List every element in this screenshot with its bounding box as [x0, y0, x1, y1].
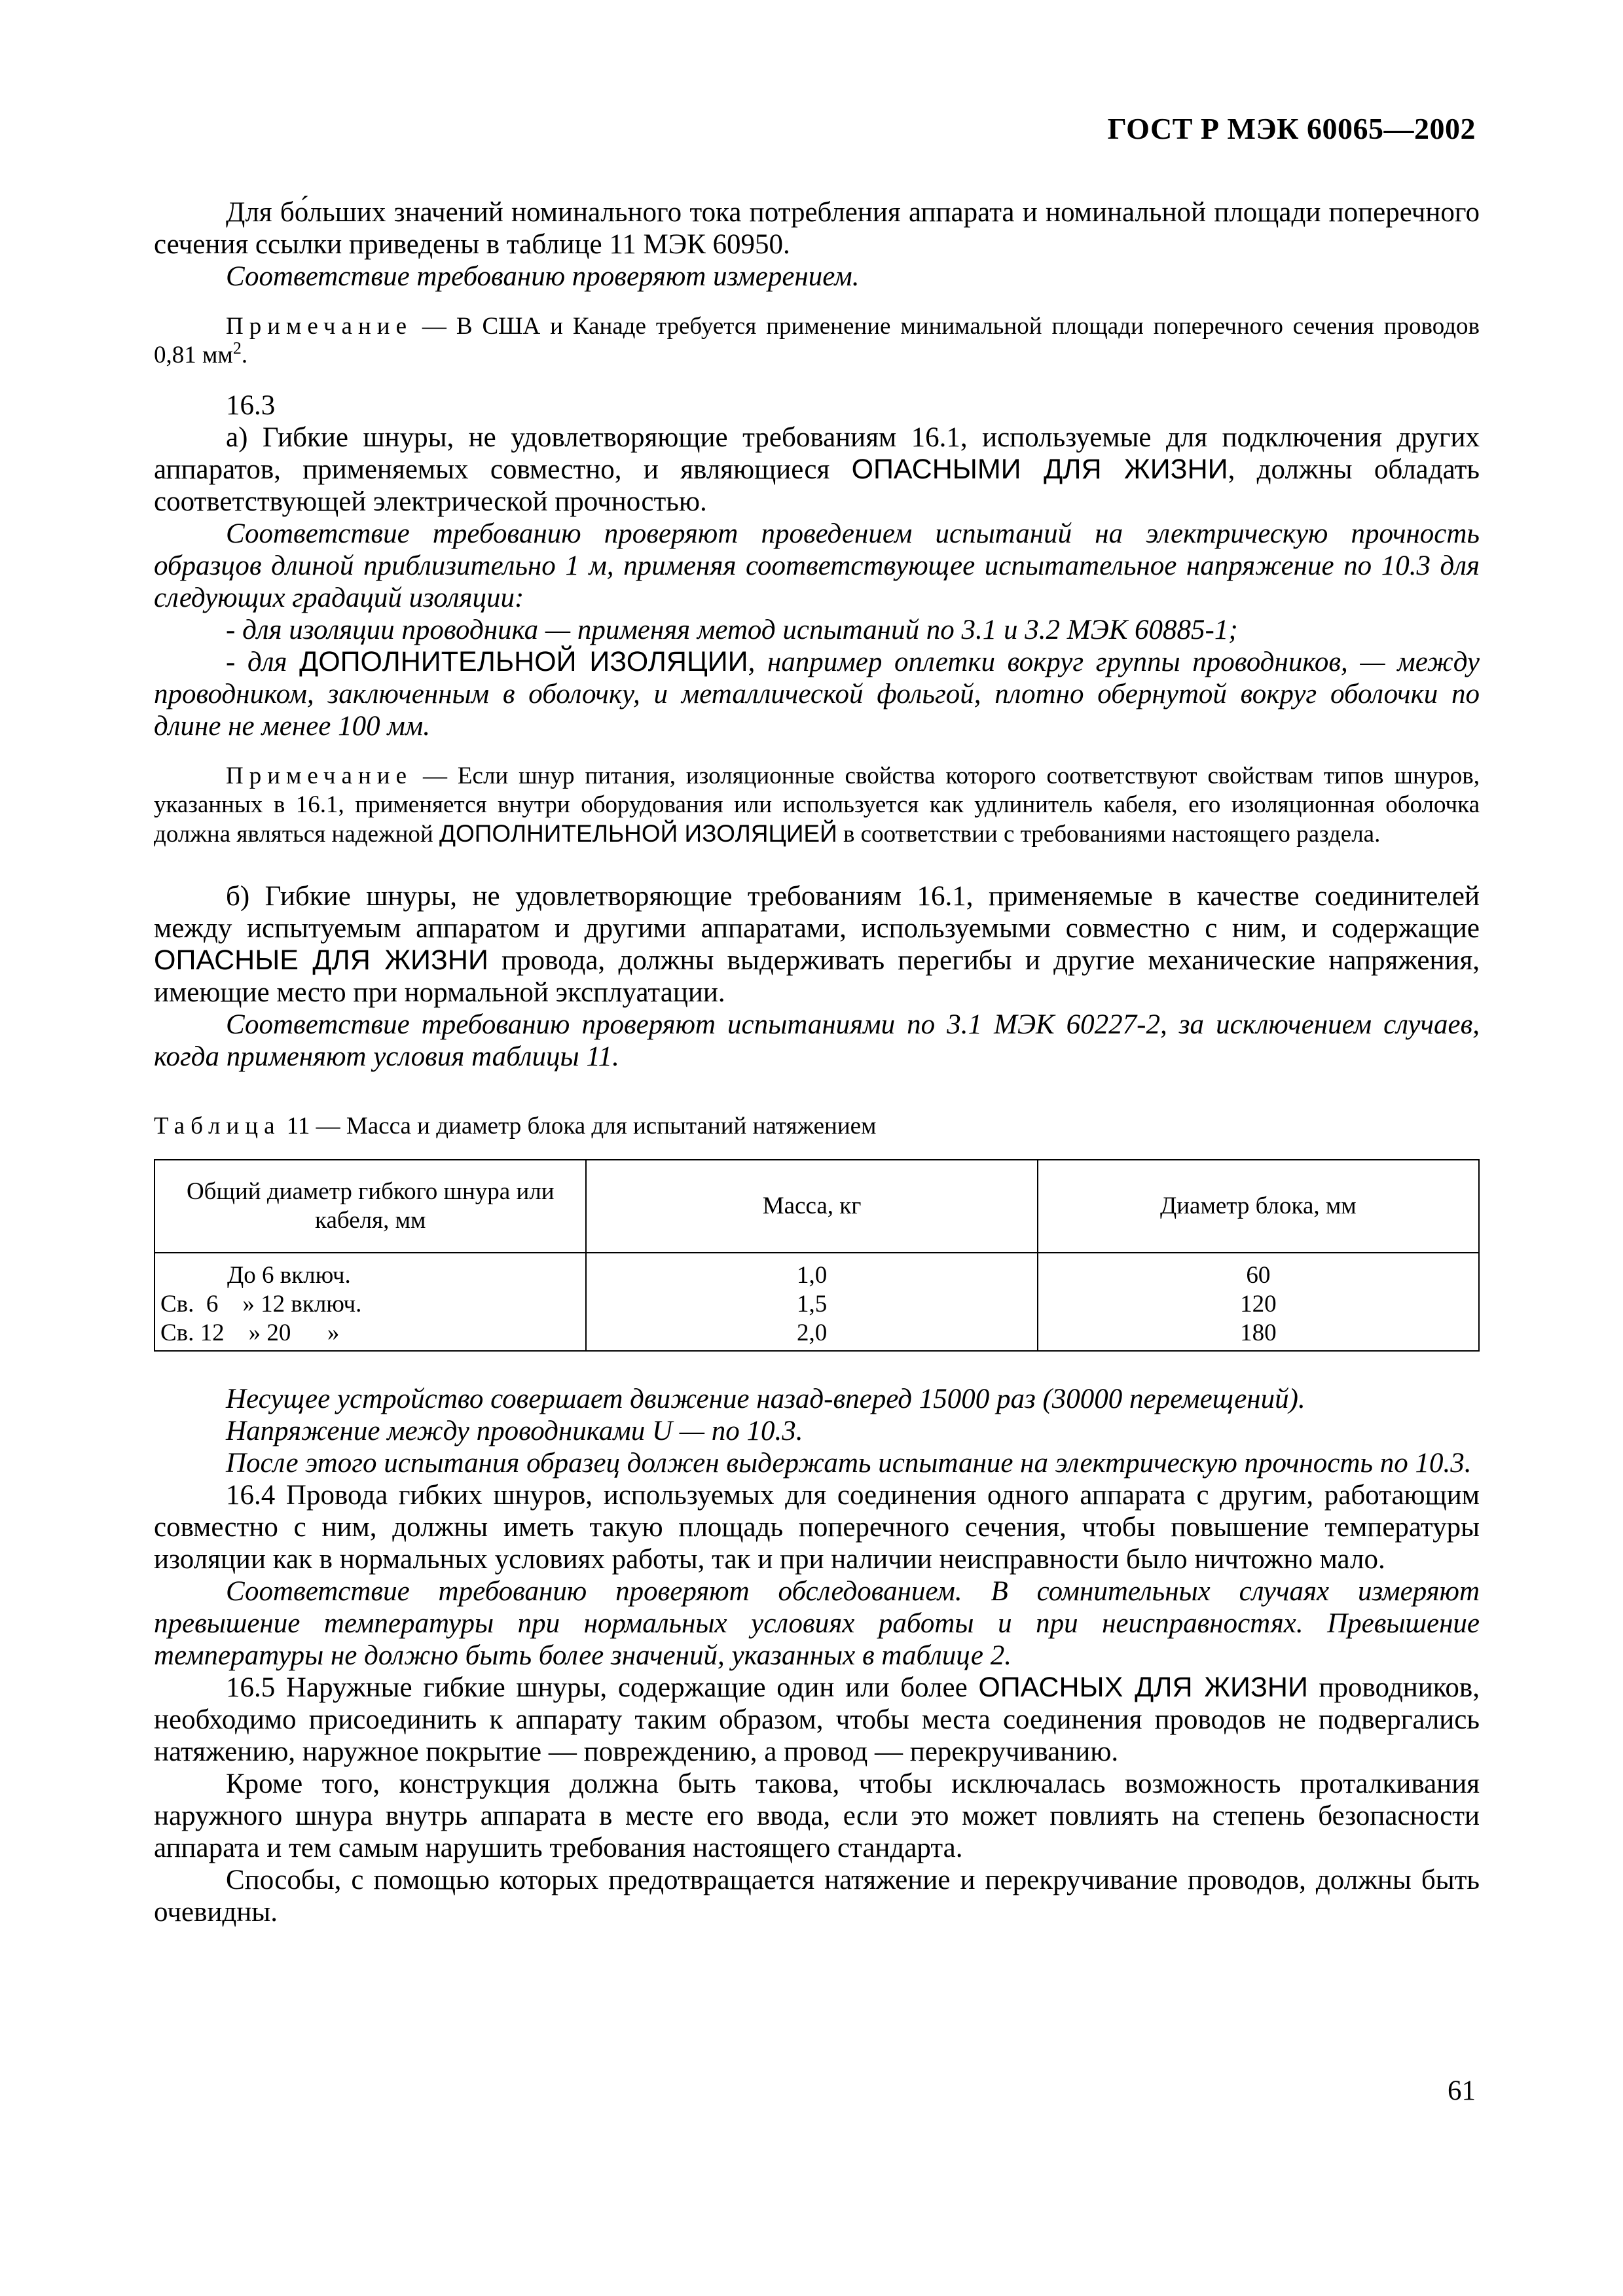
- check-statement-16-3-a: Соответствие требованию проверяют проведением испытаний на электрическую прочность образцов длиной приблизительно 1 м, применяя соответствующее испытательное напряжение по 10.3 для следующих градаций изоляции:: [154, 518, 1480, 613]
- column-header-block-diameter: Диаметр блока, мм: [1038, 1160, 1479, 1253]
- paragraph-16-4: 16.4 Провода гибких шнуров, используемых для соединения одного аппарата с другим, работающим совместно с ним, должны иметь такую площадь поперечного сечения, чтобы повышение температуры изоляции как в нормальных условиях работы, так и при наличии неисправности было ничтожно мало.: [154, 1480, 1480, 1575]
- table-cell: 2,0: [586, 1319, 1037, 1351]
- caps-term: ОПАСНЫХ ДЛЯ ЖИЗНИ: [978, 1672, 1308, 1703]
- note-label: Примечание: [226, 762, 412, 789]
- table-cell: Св. 12 » 20 »: [155, 1319, 586, 1351]
- note-label: Примечание: [226, 313, 412, 340]
- table-cell: До 6 включ.: [155, 1253, 586, 1290]
- table-caption: Таблица 11 — Масса и диаметр блока для испытаний натяжением: [154, 1113, 877, 1139]
- table-cell: 1,5: [586, 1290, 1037, 1319]
- list-item-supplementary-insulation: - для ДОПОЛНИТЕЛЬНОЙ ИЗОЛЯЦИИ, например оплетки вокруг группы проводников, — между проводником, заключенным в оболочку, и металлической фольгой, плотно обернутой вокруг оболочки по длине не менее 100 мм.: [154, 646, 1480, 742]
- table-11: [154, 1159, 1480, 1352]
- section-number-16-3: 16.3: [226, 390, 276, 421]
- page-content: [154, 196, 1480, 1928]
- caps-term: ДОПОЛНИТЕЛЬНОЙ ИЗОЛЯЦИЕЙ: [439, 820, 837, 847]
- table-cell: 180: [1038, 1319, 1479, 1351]
- note-usa-canada: [154, 312, 1480, 370]
- page-number: 61: [1448, 2075, 1476, 2106]
- voltage-statement: Напряжение между проводниками U — по 10.3.: [226, 1416, 803, 1446]
- note-end: .: [241, 342, 248, 368]
- paragraph-16-5: 16.5 Наружные гибкие шнуры, содержащие один или более ОПАСНЫХ ДЛЯ ЖИЗНИ проводников, необходимо присоединить к аппарату таким образом, чтобы места соединения проводов не подвергались натяжению, наружное покрытие — повреждению, а провод — перекручиванию.: [154, 1672, 1480, 1767]
- check-statement-16-4: Соответствие требованию проверяют обследованием. В сомнительных случаях измеряют превышение температуры при нормальных условиях работы и при неисправностях. Превышение температуры не должно быть более значений, указанных в таблице 2.: [154, 1576, 1480, 1671]
- paragraph-16-5-methods: Способы, с помощью которых предотвращается натяжение и перекручивание проводов, должны быть очевидны.: [154, 1865, 1480, 1928]
- table-row: [155, 1290, 1479, 1319]
- table-cell: 60: [1038, 1253, 1479, 1290]
- table-cell: 120: [1038, 1290, 1479, 1319]
- table-cell: 1,0: [586, 1253, 1037, 1290]
- after-test-statement: После этого испытания образец должен выдержать испытание на электрическую прочность по 10.3.: [226, 1448, 1472, 1479]
- caps-term: ОПАСНЫЕ ДЛЯ ЖИЗНИ: [154, 944, 488, 976]
- note-superscript: 2: [232, 338, 242, 358]
- paragraph-large-currents: Для бо́льших значений номинального тока потребления аппарата и номинальной площади поперечного сечения ссылки приведены в таблице 11 МЭК 60950.: [154, 197, 1480, 260]
- caps-term: ОПАСНЫМИ ДЛЯ ЖИЗНИ: [851, 454, 1228, 485]
- table-row: [155, 1253, 1479, 1290]
- note-power-cord: Примечание — Если шнур питания, изоляционные свойства которого соответствуют свойствам типов шнуров, указанных в 16.1, применяется внутри оборудования или используется как удлинитель кабеля, его изоляционная оболочка должна являться надежной ДОПОЛНИТЕЛЬНОЙ ИЗОЛЯЦИЕЙ в соответствии с требованиями настоящего раздела.: [154, 762, 1480, 848]
- paragraph-16-5-construction: Кроме того, конструкция должна быть такова, чтобы исключалась возможность проталкивания наружного шнура внутрь аппарата в месте его ввода, если это может повлиять на степень безопасности аппарата и тем самым нарушить требования настоящего стандарта.: [154, 1768, 1480, 1863]
- caps-term: ДОПОЛНИТЕЛЬНОЙ ИЗОЛЯЦИИ: [299, 646, 748, 677]
- test-cycle-statement: Несущее устройство совершает движение назад-вперед 15000 раз (30000 перемещений).: [226, 1384, 1305, 1414]
- check-statement-16-3-b: Соответствие требованию проверяют испытаниями по 3.1 МЭК 60227-2, за исключением случаев, когда применяют условия таблицы 11.: [154, 1009, 1480, 1072]
- table-label: Таблица: [154, 1113, 281, 1139]
- paragraph-16-3-a: а) Гибкие шнуры, не удовлетворяющие требованиям 16.1, используемые для подключения других аппаратов, применяемых совместно, и являющиеся ОПАСНЫМИ ДЛЯ ЖИЗНИ, должны обладать соответствующей электрической прочностью.: [154, 422, 1480, 517]
- paragraph-16-3-b: б) Гибкие шнуры, не удовлетворяющие требованиям 16.1, применяемые в качестве соединителей между испытуемым аппаратом и другими аппаратами, используемыми совместно с ним, и содержащие ОПАСНЫЕ ДЛЯ ЖИЗНИ провода, должны выдерживать перегибы и другие механические напряжения, имеющие место при нормальной эксплуатации.: [154, 881, 1480, 1008]
- check-statement: Соответствие требованию проверяют измерением.: [226, 261, 860, 292]
- list-item-conductor-insulation: - для изоляции проводника — применяя метод испытаний по 3.1 и 3.2 МЭК 60885-1;: [226, 615, 1238, 645]
- column-header-diameter: Общий диаметр гибкого шнура или кабеля, мм: [155, 1160, 586, 1253]
- table-header-row: [155, 1160, 1479, 1253]
- table-row: [155, 1319, 1479, 1351]
- table-cell: Св. 6 » 12 включ.: [155, 1290, 586, 1319]
- note-text: — В США и Канаде требуется применение минимальной площади поперечного сечения проводов 0,81 мм: [154, 313, 1480, 368]
- document-header: ГОСТ Р МЭК 60065—2002: [1107, 112, 1476, 145]
- column-header-mass: Масса, кг: [586, 1160, 1037, 1253]
